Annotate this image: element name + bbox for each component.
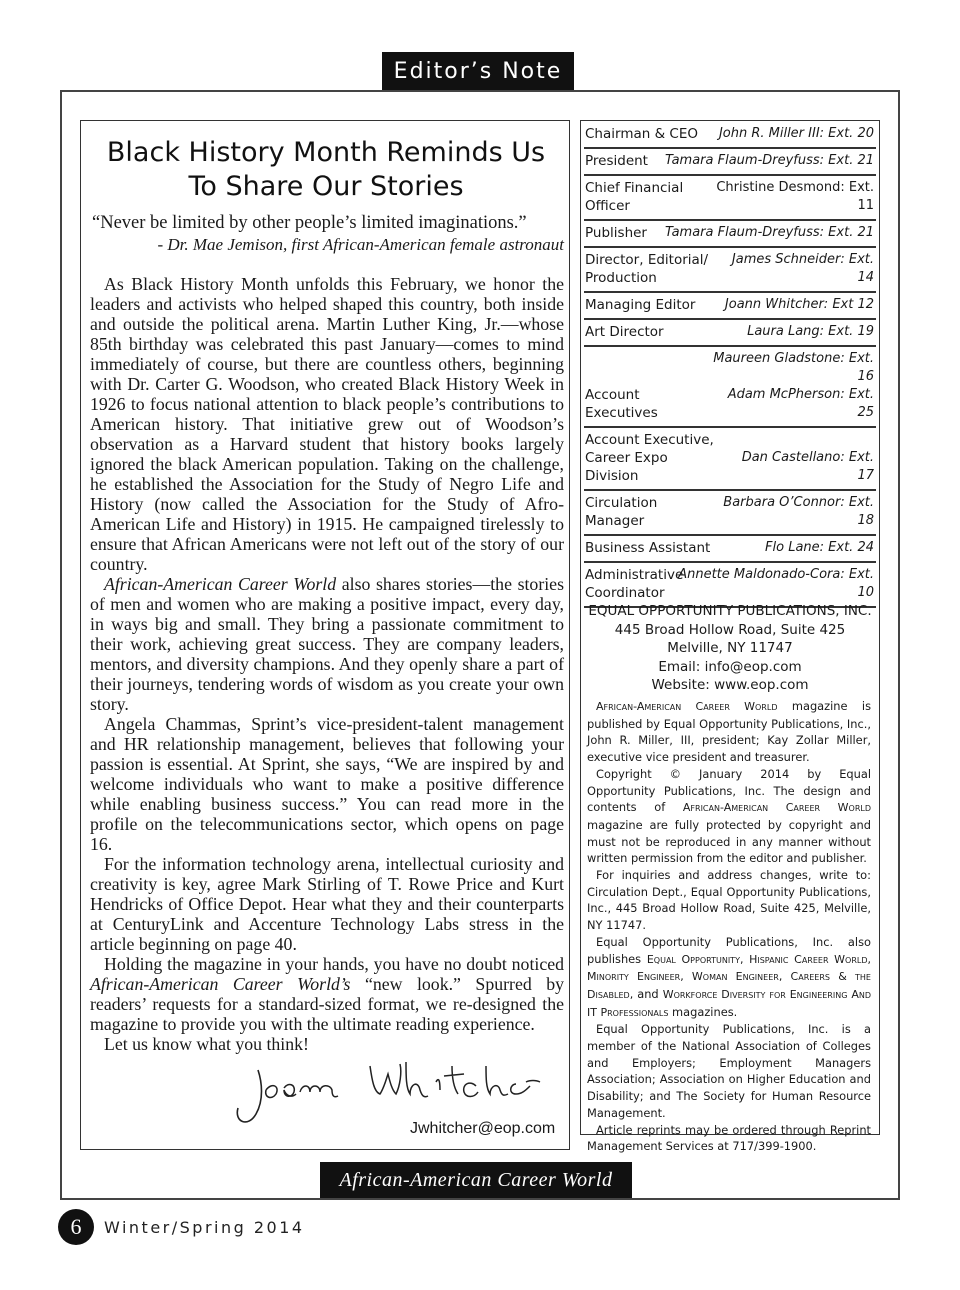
staff-row: [584, 428, 876, 491]
fine-print-4: [587, 934, 871, 1022]
paragraph-3: Angela Chammas, Sprint’s vice-president-talent management and HR relationship management, believes that following your passion is essential. At Sprint, she says, “We are inspired by and welcome individuals who want to make a positive difference while enabling business success.” You can read more in the profile on the telecommunications sector, which opens on page 16.: [90, 714, 564, 854]
staff-row: [584, 149, 876, 176]
magazine-footer-tab: African-American Career World: [320, 1162, 632, 1198]
staff-name: [713, 350, 874, 422]
magazine-name-italic: African-American Career World: [104, 574, 337, 594]
staff-name: James Schneider: Ext. 14: [731, 252, 874, 285]
staff-masthead: [584, 122, 876, 608]
staff-role: Circulation Manager: [585, 495, 658, 529]
editor-email[interactable]: Jwhitcher@eop.com: [410, 1120, 556, 1137]
staff-row: [584, 122, 876, 149]
paragraph-6: Let us know what you think!: [104, 1034, 309, 1054]
fine-print-2-text-a: Copyright © January 2014 by Equal Opportunity Publications, Inc. The design and contents of: [587, 766, 871, 815]
staff-row: [584, 491, 876, 536]
staff-name: Tamara Flaum-Dreyfuss: Ext. 21: [665, 153, 874, 168]
staff-role: Business Assistant: [585, 540, 711, 556]
magazine-list-smallcaps: Equal Opportunity, Hispanic Career World, Minority Engineer, Woman Engineer, Careers & the Disabled,: [587, 952, 871, 1001]
staff-role: Chairman & CEO: [585, 126, 698, 142]
article-title: [90, 136, 562, 204]
staff-name: Dan Castellano: Ext. 17: [741, 450, 874, 483]
fine-print-4-text-b: and: [633, 986, 663, 1001]
staff-role: Art Director: [585, 324, 664, 340]
article-body: [90, 274, 564, 1054]
staff-role: Director, Editorial/ Production: [585, 252, 709, 286]
fine-print-1: [587, 698, 871, 766]
staff-name-1: Maureen Gladstone: Ext. 16: [713, 351, 874, 384]
staff-row: [584, 248, 876, 293]
staff-name: Joann Whitcher: Ext 12: [724, 297, 874, 312]
staff-name: John R. Miller III: Ext. 20: [718, 126, 874, 141]
staff-role: Account Executive, Career Expo Division: [585, 432, 714, 484]
publisher-address: [584, 602, 876, 695]
fine-print-4-text-a: Equal Opportunity Publications, Inc. also publishes: [587, 934, 871, 966]
staff-row: [584, 221, 876, 248]
fine-print-2-text-b: magazine are fully protected by copyright and must not be reproduced in any manner without written permission from the editor and publisher.: [587, 817, 871, 866]
magazine-name-smallcaps: Workforce Diversity for Engineering And IT Professionals: [587, 987, 871, 1019]
epigraph-quote: “Never be limited by other people’s limited imaginations.”: [92, 213, 527, 233]
magazine-name-smallcaps: African-American Career World: [682, 801, 871, 815]
paragraph-5-text-a: Holding the magazine in your hands, you have no doubt noticed: [104, 954, 564, 974]
section-tab-editors-note: Editor’s Note: [382, 52, 574, 90]
issue-date: Winter/Spring 2014: [104, 1218, 305, 1237]
staff-name: Christine Desmond: Ext. 11: [716, 180, 874, 213]
paragraph-5: [90, 954, 564, 1034]
publisher-website[interactable]: Website: www.eop.com: [651, 677, 809, 693]
staff-name: Flo Lane: Ext. 24: [765, 540, 874, 555]
staff-row: [584, 176, 876, 221]
fine-print-2: [587, 766, 871, 867]
fine-print-4-text-c: magazines.: [668, 1004, 738, 1019]
publisher-city: Melville, NY 11747: [667, 640, 793, 656]
staff-row: [584, 320, 876, 347]
staff-role: Account Executives: [585, 387, 658, 421]
page-number: 6: [58, 1209, 94, 1245]
staff-name-2: Adam McPherson: Ext. 25: [727, 387, 874, 420]
staff-name: Barbara O’Connor: Ext. 18: [723, 495, 874, 528]
paragraph-1: As Black History Month unfolds this February, we honor the leaders and activists who helped shaped this country, both inside and outside the political arena. Martin Luther King, Jr.—whose 85th birthday was celebrated this past January—comes to mind immediately of course, but there are countless others, beginning with Dr. Carter G. Woodson, who created Black History Week in 1926 to focus national attention to black people’s contributions to American history. That initiative grew out of Woodson’s observation as a Harvard student that history books largely ignored the black American population. Taking on the challenge, he established the Association for the Study of Negro Life and History (now called the Association for the Study of Afro-American Life and History) in 1915. He campaigned tirelessly to ensure that African Americans were not left out of the story of our country.: [90, 274, 564, 574]
paragraph-2: [90, 574, 564, 714]
staff-name: Annette Maldonado-Cora: Ext. 10: [678, 567, 874, 600]
staff-role: Publisher: [585, 225, 647, 241]
staff-row: [584, 347, 876, 428]
legal-fine-print: [587, 698, 871, 1155]
staff-row: [584, 536, 876, 563]
fine-print-6: Article reprints may be ordered through Reprint Management Services at 717/399-1900.: [587, 1122, 871, 1154]
publisher-street: 445 Broad Hollow Road, Suite 425: [614, 621, 846, 638]
article-title-line-2: To Share Our Stories: [188, 171, 464, 202]
epigraph-attribution: - Dr. Mae Jemison, first African-American female astronaut: [157, 235, 564, 254]
fine-print-5: Equal Opportunity Publications, Inc. is a member of the National Association of Colleges and Employers; Employment Managers Association; Association on Higher Education and Disability; and The Society for Human Resource Management.: [587, 1022, 871, 1120]
staff-role: President: [585, 153, 648, 169]
staff-role: Managing Editor: [585, 297, 696, 313]
paragraph-4: For the information technology arena, intellectual curiosity and creativity is key, agree Mark Stirling of T. Rowe Price and Kurt Hendricks of Office Depot. Hear what they and their counterparts at CenturyLink and Accenture Technology Labs stress in the article beginning on page 40.: [90, 854, 564, 954]
fine-print-1-text: magazine is published by Equal Opportunity Publications, Inc., John R. Miller, III, president; Kay Zollar Miller, executive vice president and treasurer.: [587, 699, 872, 765]
magazine-name-smallcaps: African-American Career World: [596, 700, 778, 713]
paragraph-5-text-b: “new look.” Spurred by readers’ requests for a standard-sized format, we re-designed the magazine to provide you with the ultimate reading experience.: [90, 974, 565, 1034]
staff-role: Chief Financial Officer: [585, 180, 684, 214]
paragraph-2-text: also shares stories—the stories of men and women who are making a positive impact, every day, in ways big and small. They bring a passionate commitment to their work, achieving great success. They are company leaders, mentors, and diversity champions. And they openly share a part of their journeys, tendering words of wisdom as you create your own story.: [90, 574, 564, 714]
staff-name: Laura Lang: Ext. 19: [747, 324, 874, 339]
publisher-name: EQUAL OPPORTUNITY PUBLICATIONS, INC.: [588, 603, 872, 619]
magazine-name-italic: African-American Career World’s: [90, 974, 351, 994]
publisher-email[interactable]: Email: info@eop.com: [658, 658, 802, 675]
staff-role: Administrative Coordinator: [585, 567, 684, 601]
article-title-line-1: Black History Month Reminds Us: [106, 137, 546, 168]
staff-row: [584, 293, 876, 320]
fine-print-3: For inquiries and address changes, write to: Circulation Dept., Equal Opportunity Publications, Inc., 445 Broad Hollow Road, Suite 425, Melville, NY 11747.: [587, 868, 871, 933]
staff-name: Tamara Flaum-Dreyfuss: Ext. 21: [665, 225, 874, 240]
